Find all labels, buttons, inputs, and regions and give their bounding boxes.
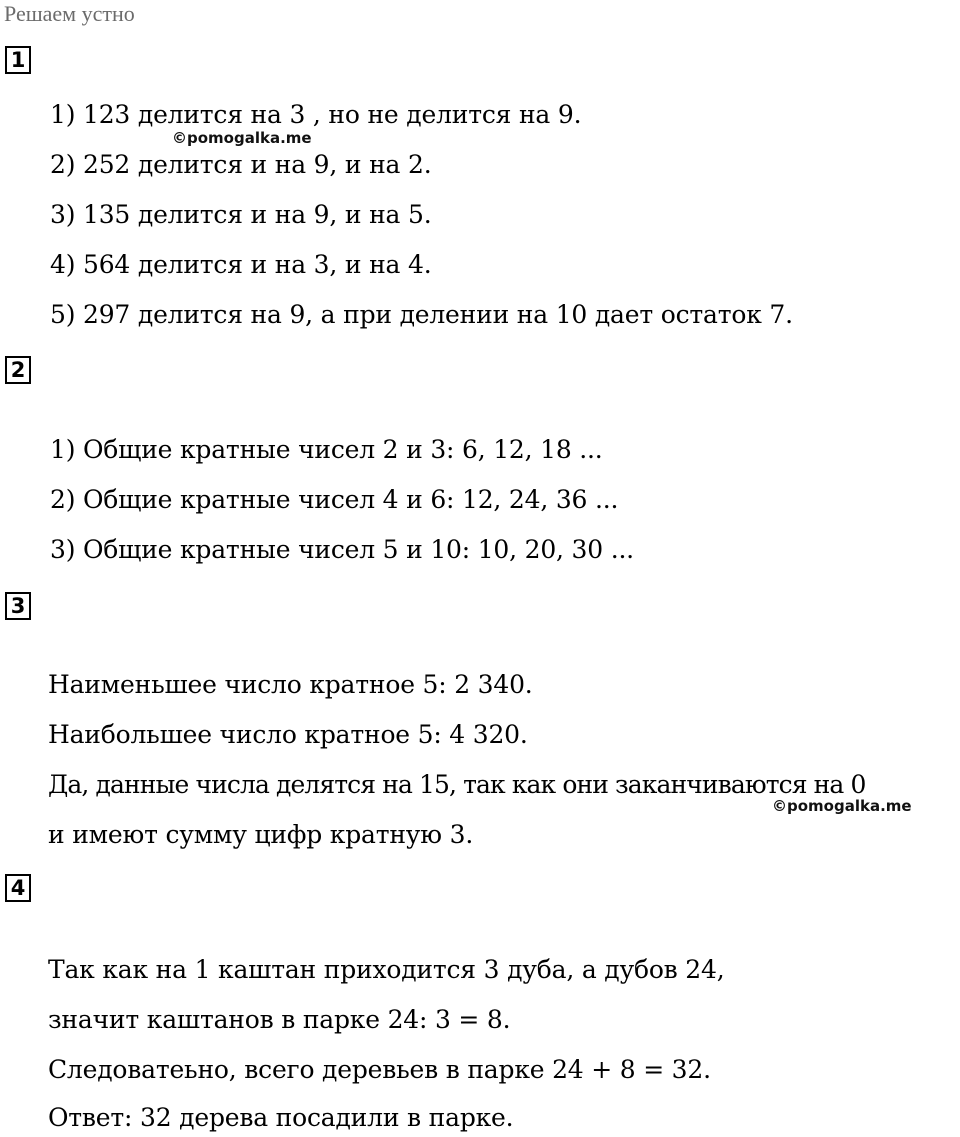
task-2-line-1: 1) Общие кратные чисел 2 и 3: 6, 12, 18 ...: [50, 435, 603, 464]
task-3-line-1: Наименьшее число кратное 5: 2 340.: [48, 670, 533, 699]
task-3-line-3: Да, данные числа делятся на 15, так как они заканчиваются на 0: [48, 770, 866, 799]
task-1-line-5: 5) 297 делится на 9, а при делении на 10 дает остаток 7.: [50, 300, 793, 329]
task-4-line-2: значит каштанов в парке 24: 3 = 8.: [48, 1005, 511, 1034]
task-1-line-3: 3) 135 делится и на 9, и на 5.: [50, 200, 432, 229]
task-number-1: 1: [5, 46, 31, 74]
task-4-line-4: Ответ: 32 дерева посадили в парке.: [48, 1103, 514, 1132]
task-3-line-4: и имеют сумму цифр кратную 3.: [48, 820, 474, 849]
page-header: Решаем устно: [4, 1, 135, 26]
task-1-line-4: 4) 564 делится и на 3, и на 4.: [50, 250, 432, 279]
task-1-line-1: 1) 123 делится на 3 , но не делится на 9.: [50, 100, 582, 129]
task-4-line-1: Так как на 1 каштан приходится 3 дуба, а дубов 24,: [48, 955, 725, 984]
watermark-top: ©pomogalka.me: [172, 129, 312, 147]
task-1-line-2: 2) 252 делится и на 9, и на 2.: [50, 150, 432, 179]
task-number-4: 4: [5, 874, 31, 902]
task-number-3: 3: [5, 592, 31, 620]
task-number-2: 2: [5, 356, 31, 384]
task-3-line-2: Наибольшее число кратное 5: 4 320.: [48, 720, 528, 749]
task-4-line-3: Следоватеьно, всего деревьев в парке 24 + 8 = 32.: [48, 1055, 711, 1084]
watermark-bottom: ©pomogalka.me: [772, 797, 912, 815]
task-2-line-3: 3) Общие кратные чисел 5 и 10: 10, 20, 30 ...: [50, 535, 634, 564]
task-2-line-2: 2) Общие кратные чисел 4 и 6: 12, 24, 36 ...: [50, 485, 619, 514]
